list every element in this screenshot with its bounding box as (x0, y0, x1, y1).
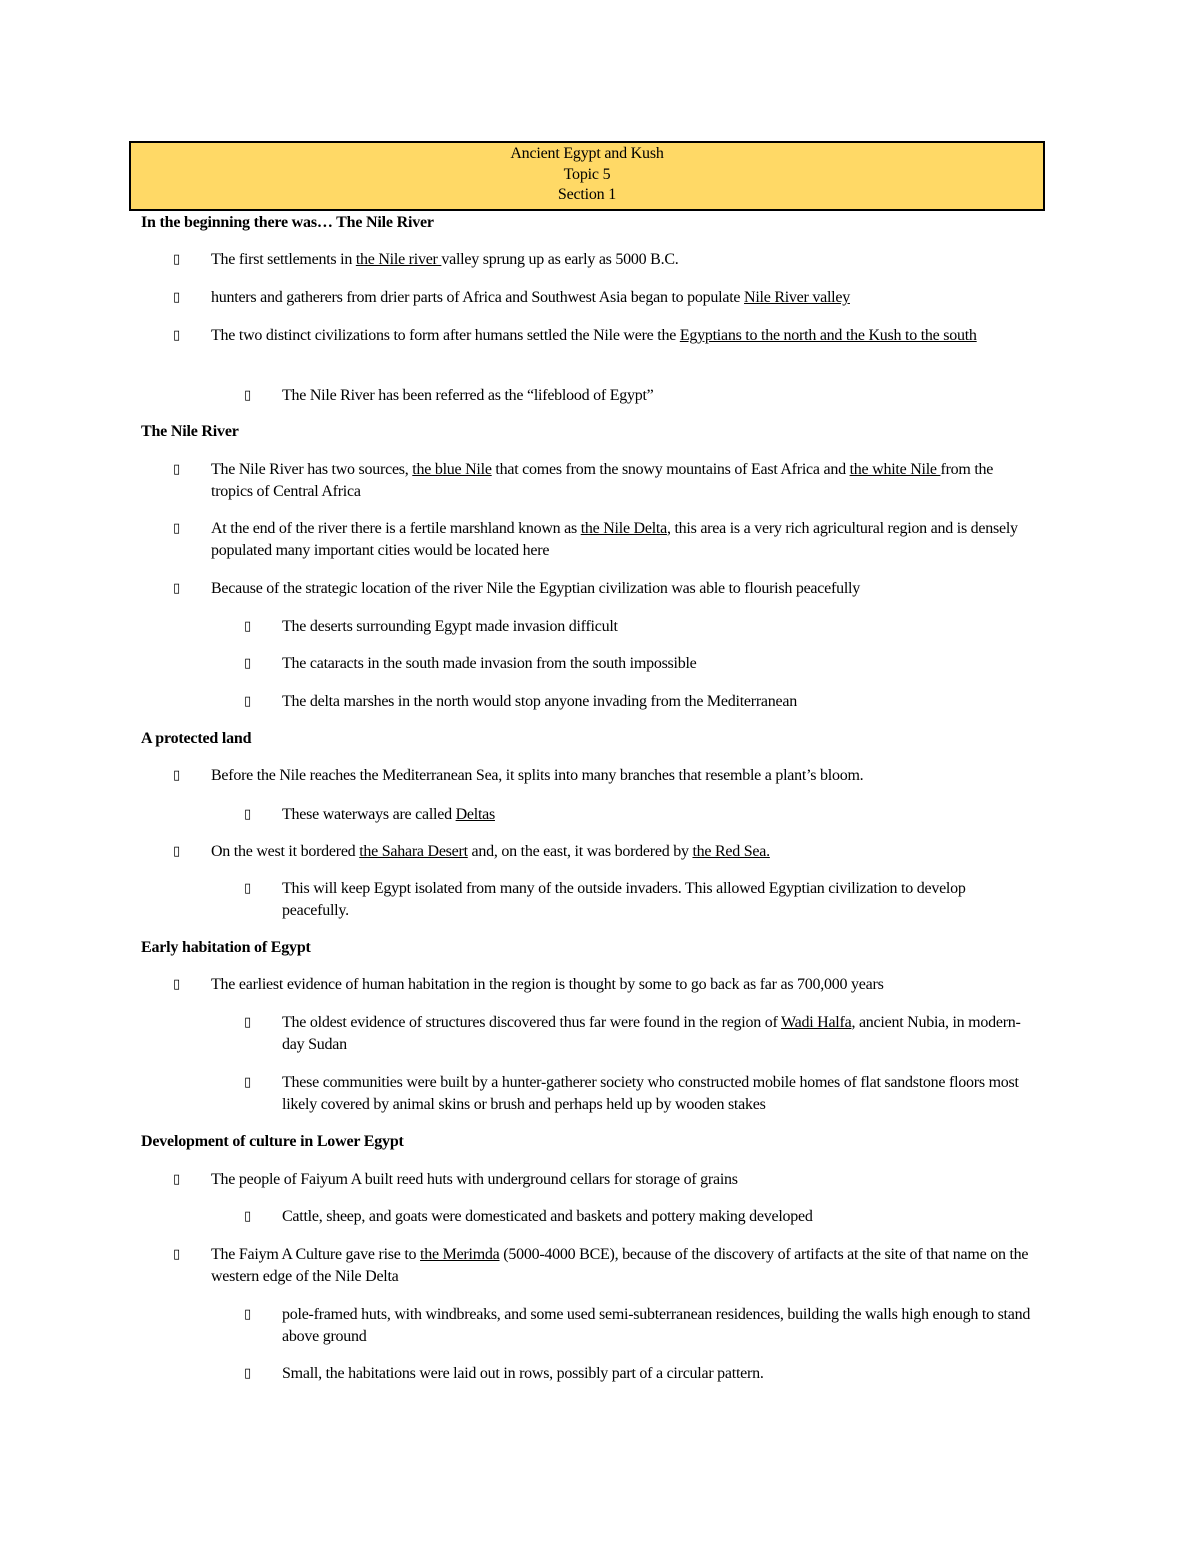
bullet-item: ▯ hunters and gatherers from drier parts of Africa and Southwest Asia began to populate Nile River valley (173, 287, 1033, 309)
sub-bullet-item: ▯ pole-framed huts, with windbreaks, and some used semi-subterranean residences, building the walls high enough to stand above ground (244, 1306, 1031, 1345)
bullet-icon: ▯ (244, 1307, 251, 1322)
bullet-item: ▯ The Nile River has two sources, the blue Nile that comes from the snowy mountains of East Africa and the white Nile from the tropics of Central Africa (173, 461, 994, 500)
bullet-icon: ▯ (173, 290, 180, 305)
bullet-icon: ▯ (244, 1075, 251, 1090)
bullet-icon: ▯ (244, 656, 251, 671)
sub-bullet-item: ▯ The Nile River has been referred as the “lifeblood of Egypt” (244, 385, 1034, 407)
bullet-icon: ▯ (244, 1209, 251, 1224)
bullet-item: ▯ At the end of the river there is a fertile marshland known as the Nile Delta, this area is a very rich agricultural region and is densely populated many important cities would be located here (173, 520, 1018, 559)
section-heading: Development of culture in Lower Egypt (141, 1133, 404, 1150)
bullet-icon: ▯ (244, 881, 251, 896)
bullet-item: ▯ Because of the strategic location of the river Nile the Egyptian civilization was able to flourish peacefully (173, 578, 1033, 600)
bullet-icon: ▯ (244, 619, 251, 634)
section-heading: The Nile River (141, 423, 239, 440)
bullet-icon: ▯ (173, 768, 180, 783)
bullet-icon: ▯ (173, 252, 180, 267)
bullet-icon: ▯ (244, 1015, 251, 1030)
sub-bullet-item: ▯ These waterways are called Deltas (244, 804, 1034, 826)
bullet-item: ▯ The two distinct civilizations to form after humans settled the Nile were the Egyptians to the north and the Kush to the south (173, 325, 1033, 347)
sub-bullet-item: ▯ The cataracts in the south made invasion from the south impossible (244, 653, 1034, 675)
bullet-item: ▯ The Faiym A Culture gave rise to the Merimda (5000-4000 BCE), because of the discovery of artifacts at the site of that name on the western edge of the Nile Delta (173, 1246, 1029, 1285)
bullet-icon: ▯ (244, 1366, 251, 1381)
bullet-item: ▯ On the west it bordered the Sahara Desert and, on the east, it was bordered by the Red Sea. (173, 841, 1033, 863)
sub-bullet-item: ▯ Cattle, sheep, and goats were domesticated and baskets and pottery making developed (244, 1206, 1034, 1228)
title-line-1: Ancient Egypt and Kush (510, 145, 664, 162)
sub-bullet-item: ▯ The oldest evidence of structures discovered thus far were found in the region of Wadi Halfa, ancient Nubia, in modern-day Sudan (244, 1014, 1021, 1053)
section-heading: Early habitation of Egypt (141, 939, 311, 956)
bullet-icon: ▯ (173, 328, 180, 343)
sub-bullet-item: ▯ The deserts surrounding Egypt made invasion difficult (244, 616, 1034, 638)
bullet-item: ▯ The earliest evidence of human habitation in the region is thought by some to go back as far as 700,000 years (173, 974, 1033, 996)
section-heading: In the beginning there was… The Nile River (141, 214, 434, 231)
bullet-item: ▯ The people of Faiyum A built reed huts with underground cellars for storage of grains (173, 1169, 1033, 1191)
bullet-icon: ▯ (244, 694, 251, 709)
section-heading: A protected land (141, 730, 252, 747)
bullet-icon: ▯ (173, 521, 180, 536)
bullet-icon: ▯ (173, 844, 180, 859)
bullet-icon: ▯ (173, 462, 180, 477)
title-line-3: Section 1 (557, 186, 617, 203)
bullet-icon: ▯ (173, 1247, 180, 1262)
bullet-icon: ▯ (173, 977, 180, 992)
sub-bullet-item: ▯ This will keep Egypt isolated from many of the outside invaders. This allowed Egyptian civilization to develop peacefully. (244, 880, 966, 919)
bullet-icon: ▯ (173, 581, 180, 596)
bullet-icon: ▯ (244, 388, 251, 403)
bullet-icon: ▯ (244, 807, 251, 822)
title-box (129, 141, 1045, 211)
sub-bullet-item: ▯ The delta marshes in the north would stop anyone invading from the Mediterranean (244, 691, 1034, 713)
bullet-icon: ▯ (173, 1172, 180, 1187)
bullet-item: ▯ Before the Nile reaches the Mediterranean Sea, it splits into many branches that resemble a plant’s bloom. (173, 765, 1033, 787)
bullet-item: ▯ The first settlements in the Nile river valley sprung up as early as 5000 B.C. (173, 249, 1033, 271)
sub-bullet-item: ▯ These communities were built by a hunter-gatherer society who constructed mobile homes of flat sandstone floors most likely covered by animal skins or brush and perhaps held up by wooden stakes (244, 1074, 1019, 1113)
sub-bullet-item: ▯ Small, the habitations were laid out in rows, possibly part of a circular pattern. (244, 1363, 1034, 1385)
title-line-2: Topic 5 (563, 165, 611, 183)
